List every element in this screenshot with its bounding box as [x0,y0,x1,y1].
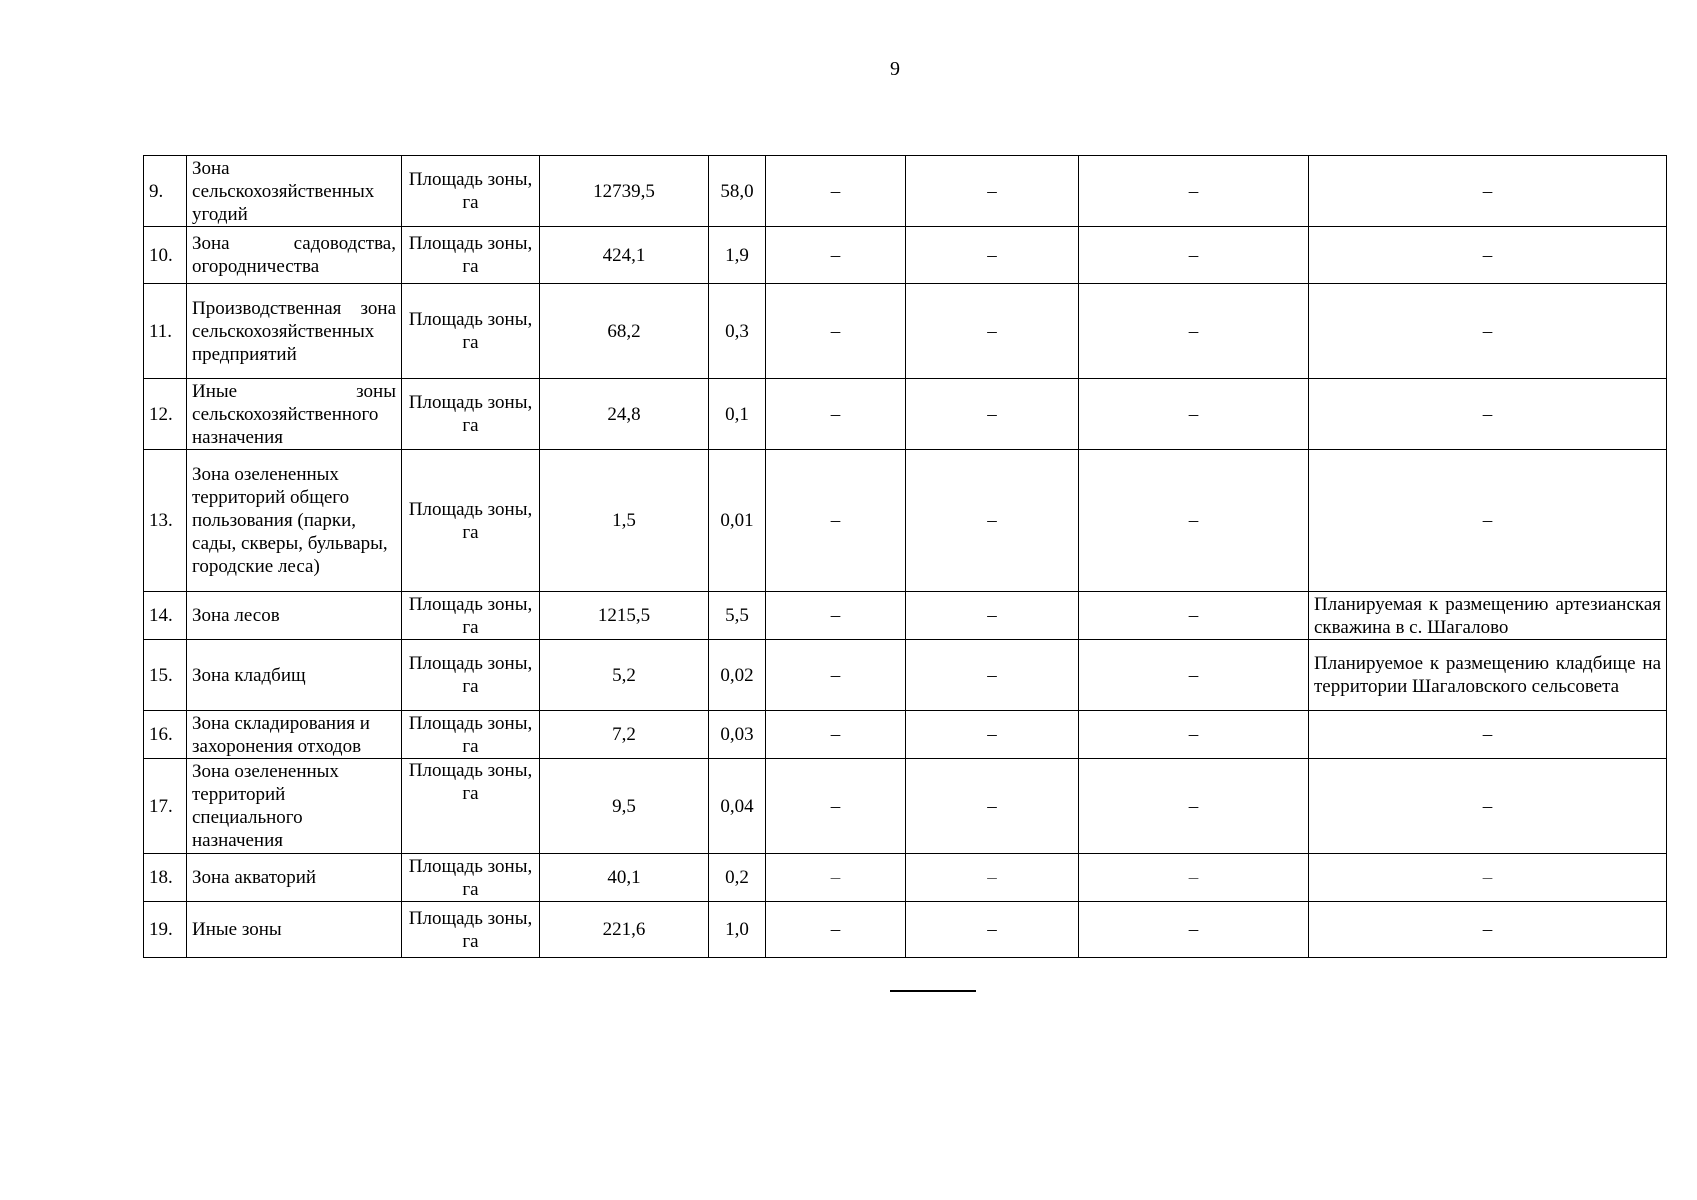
area-value: 68,2 [540,284,709,379]
row-number: 14. [144,592,187,640]
percent-value: 0,3 [709,284,766,379]
table-row [144,156,1667,227]
empty-cell: – [766,759,906,854]
empty-cell: – [906,759,1079,854]
empty-cell: – [1079,640,1309,711]
unit-label: Площадь зоны, га [402,711,540,759]
table-row [144,450,1667,592]
zone-name: Зона складирования и захоронения отходов [187,711,402,759]
empty-cell: – [1079,711,1309,759]
zone-name: Зона сельскохозяйственных угодий [187,156,402,227]
note-cell: – [1309,854,1667,902]
unit-label: Площадь зоны, га [402,640,540,711]
row-number: 16. [144,711,187,759]
table-row [144,227,1667,284]
empty-cell: – [1079,379,1309,450]
zone-name: Зона кладбищ [187,640,402,711]
row-number: 13. [144,450,187,592]
area-value: 7,2 [540,711,709,759]
table-row [144,759,1667,854]
note-cell: – [1309,902,1667,958]
note-cell: – [1309,759,1667,854]
percent-value: 0,04 [709,759,766,854]
table-row [144,284,1667,379]
unit-label: Площадь зоны, га [402,284,540,379]
empty-cell: – [906,227,1079,284]
table-row [144,379,1667,450]
note-cell: Планируемая к размещению артезианская скважина в с. Шагалово [1309,592,1667,640]
empty-cell: – [1079,156,1309,227]
empty-cell: – [766,592,906,640]
empty-cell: – [906,284,1079,379]
area-value: 40,1 [540,854,709,902]
row-number: 11. [144,284,187,379]
zone-name: Зона озелененных территорий специального назначения [187,759,402,854]
row-number: 17. [144,759,187,854]
empty-cell: – [766,902,906,958]
zone-name: Иные зоны [187,902,402,958]
row-number: 19. [144,902,187,958]
empty-cell: – [1079,284,1309,379]
percent-value: 0,01 [709,450,766,592]
empty-cell: – [1079,854,1309,902]
empty-cell: – [766,854,906,902]
row-number: 10. [144,227,187,284]
area-value: 9,5 [540,759,709,854]
unit-label: Площадь зоны, га [402,379,540,450]
area-value: 1215,5 [540,592,709,640]
unit-label: Площадь зоны, га [402,759,540,854]
note-cell: – [1309,284,1667,379]
percent-value: 1,0 [709,902,766,958]
empty-cell: – [906,902,1079,958]
empty-cell: – [766,640,906,711]
empty-cell: – [766,284,906,379]
percent-value: 58,0 [709,156,766,227]
zone-name: Зона лесов [187,592,402,640]
percent-value: 0,2 [709,854,766,902]
table-row [144,711,1667,759]
empty-cell: – [906,156,1079,227]
row-number: 18. [144,854,187,902]
unit-label: Площадь зоны, га [402,854,540,902]
row-number: 12. [144,379,187,450]
row-number: 9. [144,156,187,227]
row-number: 15. [144,640,187,711]
zone-name: Иные зоны сельскохозяйственного назначения [187,379,402,450]
unit-label: Площадь зоны, га [402,156,540,227]
empty-cell: – [1079,592,1309,640]
area-value: 5,2 [540,640,709,711]
empty-cell: – [906,854,1079,902]
area-value: 12739,5 [540,156,709,227]
empty-cell: – [906,711,1079,759]
table-row [144,854,1667,902]
empty-cell: – [1079,902,1309,958]
zones-table [143,155,1667,958]
zone-name: Зона акваторий [187,854,402,902]
end-divider [890,990,976,992]
unit-label: Площадь зоны, га [402,592,540,640]
note-cell: Планируемое к размещению кладбище на территории Шагаловского сельсовета [1309,640,1667,711]
unit-label: Площадь зоны, га [402,450,540,592]
empty-cell: – [766,156,906,227]
empty-cell: – [906,450,1079,592]
percent-value: 0,1 [709,379,766,450]
empty-cell: – [1079,759,1309,854]
empty-cell: – [766,711,906,759]
zone-name: Зона садоводства, огородничества [187,227,402,284]
note-cell: – [1309,156,1667,227]
empty-cell: – [766,379,906,450]
note-cell: – [1309,450,1667,592]
unit-label: Площадь зоны, га [402,902,540,958]
note-cell: – [1309,379,1667,450]
zone-name: Производственная зона сельскохозяйственных предприятий [187,284,402,379]
empty-cell: – [906,592,1079,640]
table-row [144,902,1667,958]
empty-cell: – [766,450,906,592]
empty-cell: – [1079,227,1309,284]
page-number: 9 [890,58,900,80]
area-value: 424,1 [540,227,709,284]
area-value: 221,6 [540,902,709,958]
percent-value: 5,5 [709,592,766,640]
zone-name: Зона озелененных территорий общего пользования (парки, сады, скверы, бульвары, городские леса) [187,450,402,592]
percent-value: 0,03 [709,711,766,759]
percent-value: 0,02 [709,640,766,711]
empty-cell: – [906,379,1079,450]
table-row [144,592,1667,640]
note-cell: – [1309,227,1667,284]
area-value: 24,8 [540,379,709,450]
empty-cell: – [1079,450,1309,592]
area-value: 1,5 [540,450,709,592]
empty-cell: – [906,640,1079,711]
note-cell: – [1309,711,1667,759]
unit-label: Площадь зоны, га [402,227,540,284]
percent-value: 1,9 [709,227,766,284]
table-row [144,640,1667,711]
empty-cell: – [766,227,906,284]
